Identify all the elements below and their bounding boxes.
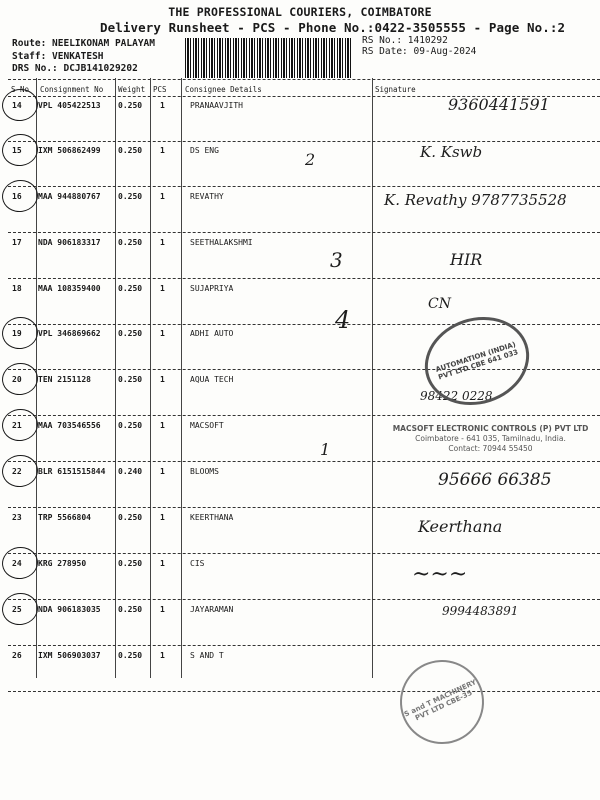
drs-number: DRS No.: DCJB141029202 [12,63,138,74]
cell-sno: 20 [12,375,22,384]
cell-consignee: SEETHALAKSHMI [190,238,253,247]
signature-row-15: K. Kswb [420,143,483,161]
cell-consignment: VPL 346869662 [38,329,101,338]
cell-weight: 0.250 [118,329,143,338]
col-consignment: Consignment No [40,85,104,94]
cell-sno: 15 [12,146,22,155]
cell-consignee: DS ENG [190,146,219,155]
signature-row-22: 95666 66385 [438,470,552,490]
cell-sno: 18 [12,284,22,293]
signature-row-25: 9994483891 [442,604,519,618]
cell-pcs: 1 [160,192,165,201]
cell-sno: 21 [12,421,22,430]
cell-weight: 0.250 [118,421,143,430]
cell-consignment: VPL 405422513 [38,101,101,110]
row-rule [8,691,600,692]
cell-weight: 0.250 [118,651,143,660]
cell-pcs: 1 [160,467,165,476]
company-stamp-round: AUTOMATION (INDIA) PVT LTD CBE 641 033 [413,304,540,419]
document-title: THE PROFESSIONAL COURIERS, COIMBATORE [168,5,432,19]
col-pcs: PCS [153,85,167,94]
cell-weight: 0.240 [118,467,143,476]
cell-sno: 22 [12,467,22,476]
cell-weight: 0.250 [118,146,143,155]
stamp-company-name: MACSOFT ELECTRONIC CONTROLS (P) PVT LTD [392,424,589,433]
scribble-row-24: ~~~ [412,562,468,587]
cell-weight: 0.250 [118,375,143,384]
cell-consignee: KEERTHANA [190,513,234,522]
cell-pcs: 1 [160,375,165,384]
cell-pcs: 1 [160,605,165,614]
cell-weight: 0.250 [118,238,143,247]
table-row [0,507,600,553]
cell-consignee: SUJAPRIYA [190,284,234,293]
cell-pcs: 1 [160,513,165,522]
cell-consignee: S AND T [190,651,224,660]
route-label: Route: NEELIKONAM PALAYAM [12,38,155,49]
cell-sno: 25 [12,605,22,614]
col-sno: S No [11,85,30,94]
cell-pcs: 1 [160,559,165,568]
cell-sno: 19 [12,329,22,338]
cell-pcs: 1 [160,329,165,338]
table-row [0,553,600,599]
cell-weight: 0.250 [118,513,143,522]
cell-pcs: 1 [160,651,165,660]
table-row [0,186,600,232]
cell-consignment: NDA 906183317 [38,238,101,247]
margin-mark: 2 [305,150,316,169]
cell-pcs: 1 [160,421,165,430]
cell-consignment: MAA 108359400 [38,284,101,293]
cell-consignment: BLR 6151515844 [38,467,106,476]
cell-consignment: IXM 506862499 [38,146,101,155]
margin-mark: 3 [330,248,343,272]
barcode-image [185,38,353,78]
cell-consignee: CIS [190,559,205,568]
staff-label: Staff: VENKATESH [12,51,104,62]
table-row [0,645,600,691]
cell-consignment: TRP 5566804 [38,513,91,522]
stamp-address: Coimbatore - 641 035, Tamilnadu, India. [415,434,566,443]
cell-pcs: 1 [160,284,165,293]
cell-consignment: TEN 2151128 [38,375,91,384]
cell-pcs: 1 [160,101,165,110]
cell-pcs: 1 [160,238,165,247]
stamp-contact: Contact: 70944 55450 [448,444,533,453]
table-row [0,461,600,507]
col-signature: Signature [375,85,416,94]
cell-consignee: JAYARAMAN [190,605,234,614]
cell-sno: 14 [12,101,22,110]
col-details: Consignee Details [185,85,262,94]
cell-consignment: NDA 906183035 [38,605,101,614]
cell-consignee: AQUA TECH [190,375,234,384]
cell-consignee: BLOOMS [190,467,219,476]
table-row [0,232,600,278]
cell-consignee: ADHI AUTO [190,329,234,338]
margin-mark: 1 [320,440,331,459]
document-subtitle: Delivery Runsheet - PCS - Phone No.:0422-3505555 - Page No.:2 [100,20,566,35]
cell-consignment: IXM 506903037 [38,651,101,660]
company-stamp-rect [388,424,593,454]
cell-weight: 0.250 [118,605,143,614]
cell-sno: 16 [12,192,22,201]
cell-consignee: PRANAAVJITH [190,101,243,110]
cell-sno: 17 [12,238,22,247]
table-row [0,95,600,141]
rs-number: RS No.: 1410292 [362,35,448,46]
table-row [0,278,600,324]
sandt-stamp-round: S and T MACHINERY PVT LTD CBE-35 [386,646,498,758]
cell-weight: 0.250 [118,284,143,293]
cell-sno: 24 [12,559,22,568]
signature-row-20: 98422 0228 [420,389,493,403]
cell-consignment: KRG 278950 [38,559,87,568]
cell-consignee: MACSOFT [190,421,224,430]
signature-row-23: Keerthana [418,517,503,536]
cell-weight: 0.250 [118,192,143,201]
cell-weight: 0.250 [118,101,143,110]
col-weight: Weight [118,85,146,94]
margin-mark: 4 [335,306,351,334]
signature-row-14: 9360441591 [448,95,550,114]
cell-sno: 26 [12,651,22,660]
rs-date: RS Date: 09-Aug-2024 [362,46,477,57]
cell-consignment: MAA 703546556 [38,421,101,430]
cell-weight: 0.250 [118,559,143,568]
signature-row-18: CN [428,296,451,312]
table-top-rule [8,79,600,80]
signature-row-16: K. Revathy 9787735528 [384,191,567,209]
cell-sno: 23 [12,513,22,522]
table-row [0,140,600,186]
cell-consignment: MAA 944880767 [38,192,101,201]
cell-pcs: 1 [160,146,165,155]
signature-row-17: HIR [450,250,483,269]
table-row [0,599,600,645]
cell-consignee: REVATHY [190,192,224,201]
